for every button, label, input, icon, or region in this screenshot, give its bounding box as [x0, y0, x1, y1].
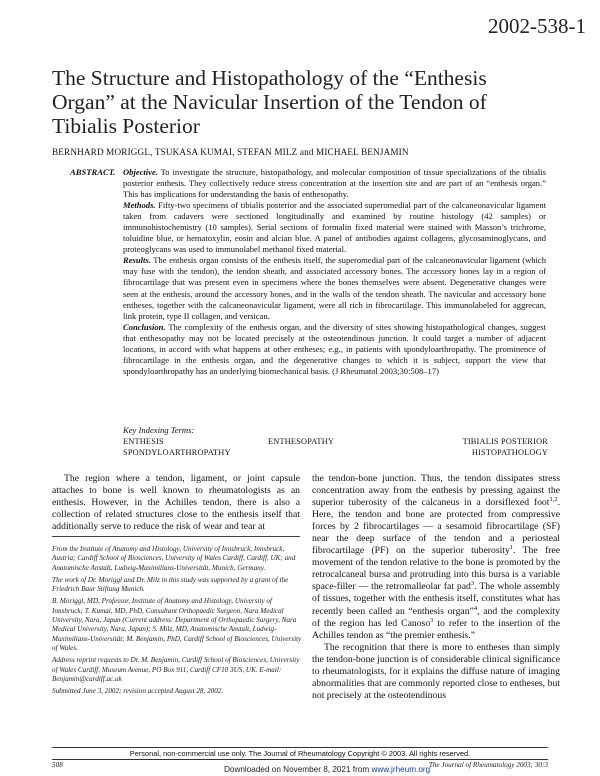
abstract-objective — [123, 167, 546, 200]
citation: 3 — [470, 580, 475, 588]
footnote-authors: B. Moriggl, MD, Professor, Institute of Anatomy and Histology, University of Innsbruck; T. Kumai, MD, PhD, Consultant Orthopaedic Surgeon, Nara Medical University, Nara, Japan (Current address: Department of Orthopaedic Surgery, Nara Medical University, Nara, Japan); S. Milz, MD, Anatomische Anstalt, Ludwig-Maximilians-Universität; M. Benjamin, PhD, Cardiff School of Biosciences, University of Wales. — [52, 597, 302, 652]
body-right-column — [312, 473, 560, 702]
text-run: . The whole assembly of tissues, together with the enthesis itself, constitutes what has recently been called an “enthesis organ” — [312, 581, 560, 617]
abstract-label: ABSTRACT. — [70, 167, 116, 177]
footnote-divider — [52, 536, 300, 537]
citation: 3 — [430, 616, 434, 624]
conclusion-text: The complexity of the enthesis organ, and the diversity of sites showing histopathological changes, suggest that enthesopathy may not be located precisely at the osteotendinous junction. It could target a number of adjacent locations, in accord with what happens at other entheses; e.g., in patients with spondyloarthropathy. The prominence of fibrocartilage in the enthesis organ, and the degenerative changes to which it is subject, support the view that spondyloarthropathy has an underlying biomechanical basis. (J Rheumatol 2003;30:508–17) — [123, 321, 546, 376]
results-heading: Results. — [123, 255, 151, 266]
footnote-reprints: Address reprint requests to Dr. M. Benjamin, Cardiff School of Biosciences, University of Wales Cardiff, Museum Avenue, PO Box 911, Cardiff CF10 3US, UK. E-mail: Benjamin@cardiff.ac.uk — [52, 656, 300, 683]
body-left-paragraph: The region where a tendon, ligament, or joint capsule attaches to bone is well known to rheumatologists as an enthesis. However, in the Achilles tendon, there is also a collection of related structures close to the enthesis itself that additionally serve to reduce the risk of wear and tear at — [52, 473, 300, 533]
manuscript-id: 2002-538-1 — [488, 14, 586, 38]
footnote-funding: The work of Dr. Moriggl and Dr. Milz in this study was supported by a grant of the Friedrich Baur Stiftung Munich. — [52, 575, 289, 594]
methods-heading: Methods. — [123, 200, 156, 211]
title-line-3: Tibialis Posterior — [52, 114, 200, 138]
abstract-methods — [123, 200, 546, 255]
body-right-paragraph-2: The recognition that there is more to entheses than simply the tendon-bone junction is of considerable clinical significance to rheumatologists, for it explains the diffuse nature of imaging abnormalities that are commonly reported close to entheses, but not precisely at the osteotendinous — [312, 641, 560, 701]
footnotes — [52, 545, 302, 699]
text-run: , and the complexity of the region has led Canoso — [312, 605, 560, 629]
results-text: The enthesis organ consists of the enthesis itself, the superomedial part of the calcaneonavicular ligament (which may fuse with the tendon), the tendon sheath, and associated accessory bones. The accessory bones lay in a region of fibrocartilage that was present even in specimens where the bones themselves were absent. Degenerative changes were seen at the enthesis, around the accessory bones, and in the walls of the tendon sheath. The navicular and accessory bone entheses, together with the calcaneonavicular ligament, were all rich in fibrocartilage. This immunolabeled for aggrecan, link protein, type II collagen, and versican. — [123, 255, 546, 321]
text-run: to refer to the insertion of the Achilles tendon as “the premier enthesis.” — [312, 617, 560, 641]
body-right-paragraph-1 — [312, 473, 560, 642]
text-run: the tendon-bone junction. Thus, the tendon dissipates stress concentration away from the enthesis by pressing against the superior tuberosity of the calcaneus in a dorsiflexed foot — [312, 473, 560, 509]
methods-text: Fifty-two specimens of tibialis posterior and the associated superomedial part of the calcaneonavicular ligament taken from cadavers were sectioned longitudinally and examined by routine histology (42 samples) or immunohistochemistry (10 samples). Serial sections of formalin fixed material were stained with Masson’s trichrome, toluidine blue, or hematoxylin, eosin and alcian blue. A panel of antibodies against collagens, glycosaminoglycans, and proteoglycans was used to immunolabel methanol fixed material. — [123, 200, 546, 255]
abstract-results — [123, 255, 546, 321]
keyword-spondyloarthropathy: SPONDYLOARTHROPATHY — [123, 448, 231, 457]
objective-text: To investigate the structure, histopathology, and molecular composition of tissue specializations of the tibialis posterior enthesis. They collectively reduce stress concentration at the insertion site and are part of an “enthesis organ.” This has implications for understanding the basis of enthesopathy. — [123, 167, 546, 200]
page-number: 508 — [52, 761, 63, 769]
keyword-enthesis: ENTHESIS — [123, 437, 164, 446]
objective-heading: Objective. — [123, 167, 158, 177]
footnote-affiliation: From the Institute of Anatomy and Histology, University of Innsbruck, Innsbruck, Austria; Cardiff School of Biosciences, University of Wales Cardiff, Cardiff, UK; and Anatomische Anstalt, Ludwig-Maximilians-Universität, Munich, Germany. — [52, 545, 296, 572]
keywords-title: Key Indexing Terms: — [123, 425, 195, 435]
keyword-enthesopathy: ENTHESOPATHY — [268, 437, 335, 446]
conclusion-heading: Conclusion. — [123, 321, 166, 332]
journal-reference: The Journal of Rheumatology 2003; 30:3 — [428, 761, 548, 769]
citation: 1 — [509, 544, 514, 552]
keyword-tibialis-posterior: TIBIALIS POSTERIOR — [462, 437, 548, 446]
abstract-conclusion — [123, 322, 546, 377]
title-line-2: Organ” at the Navicular Insertion of the Tendon of — [52, 90, 487, 114]
text-run: . Here, the tendon and bone are protected from compressive forces by 2 fibrocartilages — a sesamoid fibrocartilage (SF) near the deep surface of the tendon and a periosteal fibrocartilage (PF) on the superior tuberosity — [312, 497, 560, 557]
body-left-column — [52, 473, 300, 533]
download-text: Downloaded on November 8, 2021 from — [224, 765, 372, 774]
copyright-notice: Personal, non-commercial use only. The Journal of Rheumatology Copyright © 2003. All rights reserved. — [52, 747, 548, 760]
article-title — [52, 66, 572, 138]
title-line-1: The Structure and Histopathology of the “Enthesis — [52, 66, 487, 90]
download-line — [224, 765, 430, 774]
keyword-histopathology: HISTOPATHOLOGY — [471, 448, 548, 457]
author-list: BERNHARD MORIGGL, TSUKASA KUMAI, STEFAN MILZ and MICHAEL BENJAMIN — [52, 147, 409, 157]
abstract — [123, 167, 546, 377]
text-run: . The free movement of the tendon relative to the bone is promoted by the retrocalcaneal bursa and protruding into this bursa is a variable space-filler — the retromalleolar fat pad — [312, 545, 560, 593]
download-link[interactable]: www.jrheum.org — [371, 765, 431, 774]
citation: 4 — [473, 604, 478, 612]
citation: 1,2 — [549, 495, 558, 503]
footnote-submitted: Submitted June 3, 2002; revision accepted August 28, 2002. — [52, 687, 224, 696]
